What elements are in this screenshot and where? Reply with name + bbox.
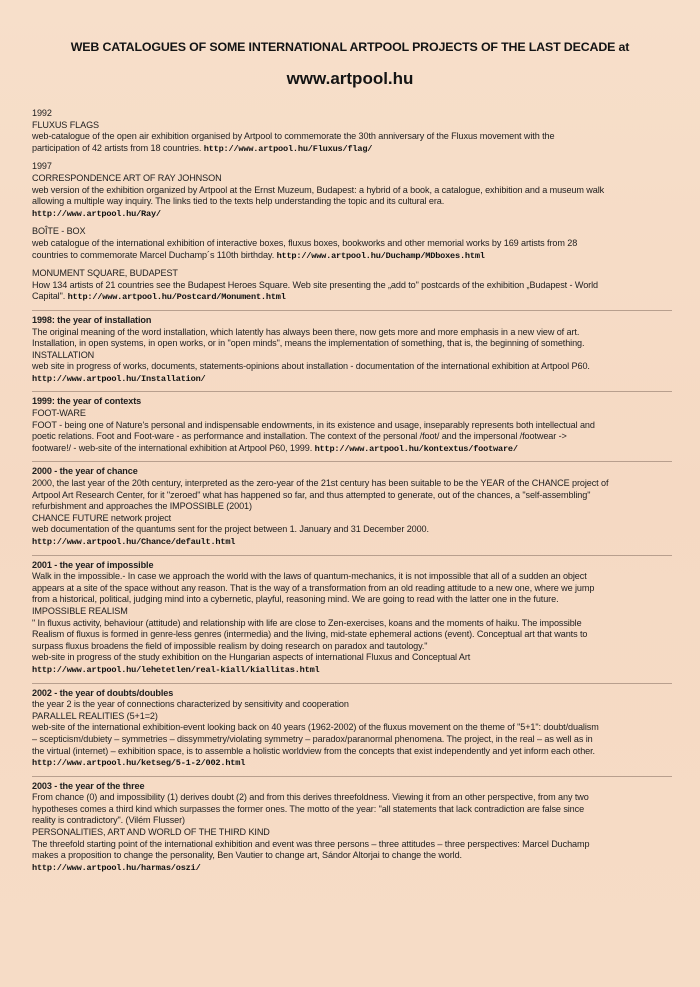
section-divider — [32, 555, 672, 556]
entry-text-line: 2000, the last year of the 20th century, interpreted as the zero-year of the 21st century has been suitable to be the YEAR of the CHANCE project of — [32, 478, 609, 489]
section-divider — [32, 461, 672, 462]
entry-text: participation of 42 artists from 18 countries. — [32, 142, 204, 153]
entry-text-line: allowing a multiple way inquiry. The links tied to the texts help understanding the topic and its cultural era. — [32, 196, 445, 207]
entry-url-link[interactable]: http://www.artpool.hu/ketseg/5-1-2/002.html — [32, 758, 246, 769]
entry-heading: 2002 - the year of doubts/doubles — [32, 687, 174, 698]
entry-text-line: Realism of fluxus is formed in genre-less genres (intermedia) and the living, mid-state ephemeral actions (event). Conceptual art that wants to — [32, 629, 588, 640]
entry-url-link[interactable]: http://www.artpool.hu/Postcard/Monument.html — [67, 292, 286, 303]
entry-heading: BOÎTE - BOX — [32, 226, 86, 237]
entry-text-line: PARALLEL REALITIES (5+1=2) — [32, 710, 158, 721]
entry-link-line — [32, 862, 672, 875]
entry-text-line: the virtual (internet) – exhibition space, is to assemble a holistic worldview from the concepts that exist independently and yet inform each other. — [32, 745, 595, 756]
entry-link-line — [32, 757, 672, 770]
entry-text-line: From chance (0) and impossibility (1) derives doubt (2) and from this derives threefoldness. Viewing it from an other perspective, from any two — [32, 792, 589, 803]
entry-text-line: reality is contradictory". (Vilém Flusser) — [32, 815, 185, 826]
entry-link-line — [32, 373, 672, 386]
entry-text-line: How 134 artists of 21 countries see the Budapest Heroes Square. Web site presenting the „add to" postcards of the exhibition „Budapest - World — [32, 279, 598, 290]
entry-heading: MONUMENT SQUARE, BUDAPEST — [32, 268, 178, 279]
entry-text-line: appears at a site of the space without any reason. That is the way of a transformation from an old reading attitude to a new one, where we jump — [32, 582, 595, 593]
section-divider — [32, 310, 672, 311]
entry-text-line: CHANCE FUTURE network project — [32, 512, 172, 523]
catalogue-entry — [32, 396, 672, 455]
catalogue-entry — [32, 466, 672, 548]
entry-text-line: FLUXUS FLAGS — [32, 119, 100, 130]
entry-text-line: surpass fluxus broadens the field of impossible realism by doing research on paradox and tautology." — [32, 640, 428, 651]
catalogue-entry — [32, 226, 672, 262]
entry-text-line: " In fluxus activity, behaviour (attitude) and relationship with life are close to Zen-exercises, koans and the moments of haiku. The impossible — [32, 617, 582, 628]
page-title: WEB CATALOGUES OF SOME INTERNATIONAL ARTPOOL PROJECTS OF THE LAST DECADE at — [70, 40, 630, 54]
section-divider — [32, 391, 672, 392]
entry-link-line — [32, 208, 672, 221]
entry-text-line: web-site in progress of the study exhibition on the Hungarian aspects of international Fluxus and Conceptual Art — [32, 652, 471, 663]
entry-link-line — [32, 143, 672, 156]
entry-text-line: – scepticism/dubiety – symmetries – dissymmetry/violating symmetry – paradox/paranormal phenomena. The project, in the real – as well as in — [32, 733, 593, 744]
entry-text-line: Artpool Art Research Center, for it "zeroed" what has happened so far, and thus attempted to generate, out of the chances, a "self-assembling" — [32, 489, 591, 500]
entry-text-line: FOOT-WARE — [32, 408, 86, 419]
entry-link-line — [32, 291, 672, 304]
entry-link-line — [32, 250, 672, 263]
entry-url-link[interactable]: http://www.artpool.hu/Duchamp/MDboxes.html — [276, 250, 485, 261]
entry-text: Capital". — [32, 291, 68, 302]
entry-text-line: web site in progress of works, documents, statements-opinions about installation - documentation of the international exhibition at Artpool P60. — [32, 361, 590, 372]
entry-text-line: The original meaning of the word installation, which latently has always been there, now gets more and more emphasis in a new view of art. — [32, 326, 580, 337]
entry-text-line: web documentation of the quantums sent for the project between 1. January and 31 December 2000. — [32, 524, 429, 535]
entry-url-link[interactable]: http://www.artpool.hu/lehetetlen/real-kiall/kiallitas.html — [32, 664, 320, 675]
section-divider — [32, 683, 672, 684]
entry-heading: 1992 — [32, 108, 52, 118]
entry-text-line: Walk in the impossible.- In case we approach the world with the laws of quantum-mechanics, it is not impossible that all of a sudden an object — [32, 571, 587, 582]
entry-text-line: Installation, in open systems, in open works, or in "open minds", means the implementation of something, that is, the beginning of something. — [32, 338, 585, 349]
catalogue-entry — [32, 315, 672, 386]
entry-text-line: CORRESPONDENCE ART OF RAY JOHNSON — [32, 172, 222, 183]
catalogue-entry — [32, 108, 672, 155]
entry-heading: 2000 - the year of chance — [32, 466, 138, 477]
entry-url-link[interactable]: http://www.artpool.hu/Fluxus/flag/ — [203, 143, 373, 154]
entry-text-line: FOOT - being one of Nature's personal and indispensable endowments, in its existence and usage, inseparably represents both intellectual and — [32, 419, 595, 430]
entry-text: footware!/ - web-site of the international exhibition at Artpool P60, 1999. — [32, 442, 315, 453]
entry-text-line: web version of the exhibition organized by Artpool at the Ernst Muzeum, Budapest: a hybrid of a book, a catalogue, exhibition and a museum walk — [32, 184, 605, 195]
catalogue-entry — [32, 781, 672, 875]
catalogue-entry — [32, 161, 672, 220]
entry-link-line — [32, 443, 672, 456]
entry-heading: 1998: the year of installation — [32, 314, 152, 325]
entry-text-line: INSTALLATION — [32, 349, 95, 360]
entry-heading: 2001 - the year of impossible — [32, 559, 154, 570]
entry-text-line: The threefold starting point of the international exhibition and event was three persons – three attitudes – three perspectives: Marcel Duchamp — [32, 838, 590, 849]
entry-url-link[interactable]: http://www.artpool.hu/harmas/oszi/ — [32, 862, 201, 873]
entry-url-link[interactable]: http://www.artpool.hu/Ray/ — [32, 208, 161, 219]
entry-text-line: IMPOSSIBLE REALISM — [32, 605, 128, 616]
entry-text-line: PERSONALITIES, ART AND WORLD OF THE THIRD KIND — [32, 827, 270, 838]
entry-text: countries to commemorate Marcel Duchamp´s 110th birthday. — [32, 249, 277, 260]
entry-url-link[interactable]: http://www.artpool.hu/kontextus/footware/ — [314, 443, 518, 454]
entry-link-line — [32, 536, 672, 549]
entry-text-line: from a historical, political, judging mind into a cybernetic, playful, reasoning mind. We are going to read with the latter one in the future. — [32, 594, 559, 605]
entry-url-link[interactable]: http://www.artpool.hu/Installation/ — [32, 373, 206, 384]
entry-text-line: poetic relations. Foot and Foot-ware - as performance and installation. The context of the personal /foot/ and the impersonal /footwear -> — [32, 431, 567, 442]
entry-text-line: makes a proposition to change the personality, Ben Vautier to change art, Sándor Altorjai to change the world. — [32, 850, 462, 861]
entry-url-link[interactable]: http://www.artpool.hu/Chance/default.html — [32, 537, 236, 547]
entry-text-line: refurbishment and approaches the IMPOSSIBLE (2001) — [32, 501, 252, 512]
section-divider — [32, 776, 672, 777]
entry-text-line: the year 2 is the year of connections characterized by sensitivity and cooperation — [32, 699, 349, 710]
site-url-heading: www.artpool.hu — [286, 69, 414, 88]
catalogue-list — [32, 108, 672, 880]
entry-text-line: web-catalogue of the open air exhibition organised by Artpool to commemorate the 30th anniversary of the Fluxus movement with the — [32, 131, 555, 142]
entry-heading: 1997 — [32, 161, 52, 172]
catalogue-entry — [32, 268, 672, 304]
catalogue-entry — [32, 688, 672, 770]
entry-link-line — [32, 664, 672, 677]
entry-text-line: web catalogue of the international exhibition of interactive boxes, fluxus boxes, bookworks and other memorial works by 169 artists from 28 — [32, 237, 578, 248]
entry-heading: 1999: the year of contexts — [32, 396, 142, 407]
entry-text-line: hypotheses comes a third kind which surpasses the former ones. The motto of the year: "all statements that lack contradiction are false since — [32, 803, 585, 814]
entry-text-line: web-site of the international exhibition-event looking back on 40 years (1962-2002) of the fluxus movement on the theme of "5+1": doubt/dualism — [32, 722, 599, 733]
entry-heading: 2003 - the year of the three — [32, 780, 145, 791]
catalogue-entry — [32, 560, 672, 677]
